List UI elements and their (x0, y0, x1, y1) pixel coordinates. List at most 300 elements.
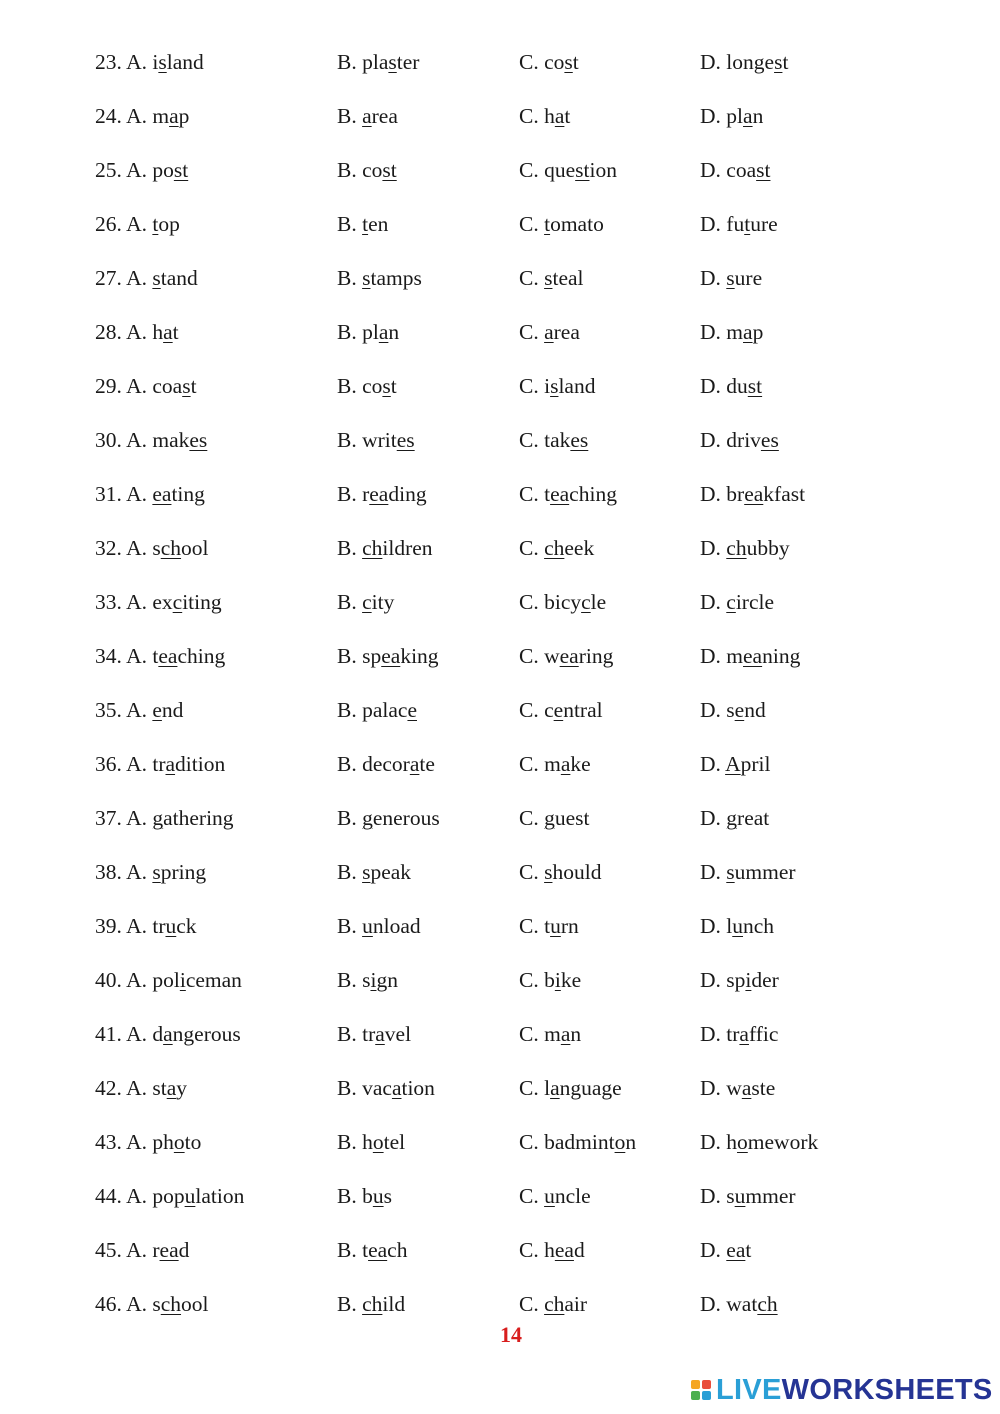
question-number: 28. (95, 320, 122, 344)
option-letter: D. (700, 698, 721, 722)
word-part: tr (152, 914, 166, 938)
option-word (544, 320, 580, 344)
option-letter: B. (337, 158, 357, 182)
option-letter: A. (126, 1292, 147, 1316)
question-number: 27. (95, 266, 122, 290)
option-letter: D. (700, 1022, 721, 1046)
underlined-sound: a (378, 320, 389, 344)
option-word (544, 212, 604, 236)
option-b (337, 372, 397, 400)
word-part: ummer (734, 860, 796, 884)
option-word (726, 266, 762, 290)
option-letter: C. (519, 644, 539, 668)
underlined-sound: s (774, 50, 783, 74)
word-part: teal (552, 266, 584, 290)
underlined-sound: es (189, 428, 208, 452)
word-part: n (388, 320, 400, 344)
word-part: pril (740, 752, 771, 776)
option-word (726, 590, 774, 614)
option-d (700, 1290, 778, 1318)
option-word (152, 1238, 189, 1262)
word-part: sp (726, 968, 746, 992)
option-letter: D. (700, 968, 721, 992)
word-part: nd (161, 698, 184, 722)
underlined-sound: ch (726, 536, 747, 560)
option-b (337, 1020, 411, 1048)
word-part: i (544, 374, 551, 398)
option-letter: D. (700, 1238, 721, 1262)
word-part: ure (734, 266, 763, 290)
option-d (700, 696, 766, 724)
word-part: s (152, 1292, 161, 1316)
option-word (362, 1130, 405, 1154)
option-letter: C. (519, 806, 539, 830)
word-part: athering (163, 806, 234, 830)
word-part: ircle (735, 590, 775, 614)
word-part: du (726, 374, 748, 398)
option-letter: A. (126, 1184, 147, 1208)
option-letter: B. (337, 1292, 357, 1316)
underlined-sound: i (745, 968, 752, 992)
word-part: tr (726, 1022, 740, 1046)
option-word (726, 1130, 818, 1154)
option-d (700, 750, 771, 778)
underlined-sound: s (550, 374, 559, 398)
option-word (362, 266, 422, 290)
question-row (0, 636, 1000, 690)
underlined-sound: ch (160, 1292, 182, 1316)
option-word (726, 212, 777, 236)
option-c (519, 534, 594, 562)
option-word (152, 104, 189, 128)
underlined-sound: st (575, 158, 590, 182)
option-c (519, 858, 601, 886)
question-row (0, 1230, 1000, 1284)
underlined-sound: o (737, 1130, 748, 1154)
word-part: co (544, 50, 565, 74)
option-c (519, 750, 591, 778)
word-part: nch (743, 914, 775, 938)
word-part: ring (578, 644, 614, 668)
option-word (726, 482, 805, 506)
question-row (0, 960, 1000, 1014)
option-letter: A. (126, 1238, 147, 1262)
word-part: gn (376, 968, 398, 992)
underlined-sound: a (409, 752, 420, 776)
word-part: n (625, 1130, 637, 1154)
option-d (700, 1074, 775, 1102)
underlined-sound: c (581, 590, 591, 614)
word-part: rea (553, 320, 580, 344)
word-part: pl (726, 104, 744, 128)
option-a (95, 264, 198, 292)
underlined-sound: s (564, 50, 573, 74)
option-d (700, 210, 778, 238)
word-part: rn (560, 914, 579, 938)
option-d (700, 102, 763, 130)
option-b (337, 966, 398, 994)
question-number: 34. (95, 644, 122, 668)
word-part: t (745, 1238, 752, 1262)
option-a (95, 480, 205, 508)
option-letter: B. (337, 1238, 357, 1262)
option-word (544, 50, 579, 74)
underlined-sound: e (407, 698, 417, 722)
option-d (700, 1236, 751, 1264)
option-letter: C. (519, 50, 539, 74)
option-letter: C. (519, 860, 539, 884)
option-letter: D. (700, 914, 721, 938)
word-part: wat (726, 1292, 758, 1316)
option-word (726, 644, 800, 668)
word-part: ncle (554, 1184, 591, 1208)
underlined-sound: a (743, 320, 753, 344)
word-part: s (726, 698, 735, 722)
underlined-sound: o (614, 1130, 626, 1154)
option-c (519, 1182, 591, 1210)
underlined-sound: ea (559, 644, 579, 668)
option-word (544, 968, 581, 992)
question-number: 39. (95, 914, 122, 938)
underlined-sound: u (372, 1184, 384, 1208)
option-letter: B. (337, 752, 357, 776)
option-b (337, 318, 399, 346)
word-part: m (152, 104, 170, 128)
word-part: vac (362, 1076, 392, 1100)
question-number: 24. (95, 104, 122, 128)
option-word (544, 590, 606, 614)
word-part: m (726, 644, 744, 668)
word-part: d (178, 1238, 190, 1262)
option-letter: B. (337, 320, 357, 344)
option-d (700, 372, 762, 400)
question-number: 45. (95, 1238, 122, 1262)
option-letter: A. (126, 482, 147, 506)
word-part: ex (152, 590, 173, 614)
word-part: ting (171, 482, 205, 506)
option-letter: C. (519, 752, 539, 776)
underlined-sound: s (362, 266, 371, 290)
question-row (0, 1068, 1000, 1122)
option-c (519, 480, 617, 508)
option-b (337, 1074, 435, 1102)
option-word (152, 644, 225, 668)
word-part: h (726, 1130, 738, 1154)
option-letter: A. (126, 50, 147, 74)
option-d (700, 480, 805, 508)
option-b (337, 1182, 392, 1210)
option-c (519, 372, 595, 400)
question-row (0, 258, 1000, 312)
word-part: nload (372, 914, 421, 938)
underlined-sound: c (726, 590, 736, 614)
option-c (519, 696, 603, 724)
word-part: pla (362, 50, 389, 74)
word-part: coa (152, 374, 183, 398)
option-letter: D. (700, 644, 721, 668)
option-letter: A. (126, 590, 147, 614)
option-word (726, 374, 762, 398)
underlined-sound: u (734, 1184, 746, 1208)
underlined-sound: A (725, 752, 741, 776)
option-word (362, 482, 427, 506)
option-c (519, 102, 570, 130)
word-part: tr (152, 752, 166, 776)
option-a (95, 48, 204, 76)
option-letter: D. (700, 806, 721, 830)
option-letter: B. (337, 1076, 357, 1100)
underlined-sound: c (172, 590, 183, 614)
word-part: ool (181, 536, 209, 560)
word-part: w (726, 1076, 742, 1100)
option-letter: D. (700, 482, 721, 506)
option-c (519, 1236, 585, 1264)
option-a (95, 426, 207, 454)
word-part: h (362, 1130, 373, 1154)
word-part: reat (737, 806, 770, 830)
option-word (362, 320, 399, 344)
underlined-sound: s (388, 50, 397, 74)
underlined-sound: g (362, 806, 373, 830)
option-c (519, 642, 613, 670)
underlined-sound: ea (152, 482, 172, 506)
underlined-sound: t (152, 212, 159, 236)
underlined-sound: a (165, 752, 176, 776)
option-letter: B. (337, 212, 357, 236)
option-letter: A. (126, 212, 147, 236)
option-d (700, 804, 769, 832)
option-word (726, 1022, 778, 1046)
question-row (0, 1122, 1000, 1176)
option-letter: C. (519, 320, 539, 344)
option-word (362, 1184, 392, 1208)
option-word (152, 590, 221, 614)
option-word (152, 1292, 208, 1316)
option-word (726, 1238, 751, 1262)
option-b (337, 102, 398, 130)
word-part: nguage (559, 1076, 622, 1100)
option-b (337, 1290, 405, 1318)
option-word (362, 374, 397, 398)
question-number: 44. (95, 1184, 122, 1208)
word-part: pop (152, 1184, 185, 1208)
option-b (337, 1128, 405, 1156)
word-part: mework (747, 1130, 819, 1154)
word-part: omato (550, 212, 604, 236)
word-part: m (726, 320, 744, 344)
option-b (337, 696, 417, 724)
option-a (95, 156, 188, 184)
underlined-sound: ch (544, 536, 565, 560)
option-word (544, 482, 617, 506)
word-part: que (544, 158, 576, 182)
option-a (95, 1290, 209, 1318)
option-letter: A. (126, 860, 147, 884)
option-c (519, 426, 588, 454)
word-part: t (564, 104, 571, 128)
option-letter: C. (519, 1292, 539, 1316)
option-word (152, 482, 205, 506)
question-row (0, 528, 1000, 582)
liveworksheets-logo-icon (691, 1378, 713, 1402)
word-part: r (362, 482, 370, 506)
option-word (362, 50, 419, 74)
option-a (95, 858, 206, 886)
underlined-sound: a (550, 1076, 560, 1100)
question-row (0, 690, 1000, 744)
word-part: ch (387, 1238, 408, 1262)
word-part: fu (726, 212, 745, 236)
word-part: t (152, 644, 159, 668)
option-word (152, 1184, 244, 1208)
word-part: eek (564, 536, 595, 560)
option-c (519, 1290, 587, 1318)
option-letter: D. (700, 1184, 721, 1208)
option-word (544, 1238, 585, 1262)
option-letter: B. (337, 644, 357, 668)
option-b (337, 642, 439, 670)
word-part: t (190, 374, 197, 398)
option-word (362, 806, 440, 830)
word-part: ck (176, 914, 197, 938)
underlined-sound: g (152, 806, 164, 830)
option-letter: A. (126, 266, 147, 290)
question-number: 26. (95, 212, 122, 236)
word-part: c (544, 698, 554, 722)
underlined-sound: es (760, 428, 779, 452)
option-letter: A. (126, 1022, 147, 1046)
question-row (0, 420, 1000, 474)
question-row (0, 906, 1000, 960)
underlined-sound: ch (544, 1292, 565, 1316)
underlined-sound: ch (160, 536, 182, 560)
word-part: st (152, 1076, 167, 1100)
question-row (0, 1014, 1000, 1068)
word-part: ke (570, 752, 591, 776)
option-word (362, 1022, 411, 1046)
word-part: ool (181, 1292, 209, 1316)
option-c (519, 48, 579, 76)
word-part: tr (362, 1022, 376, 1046)
underlined-sound: a (741, 1076, 752, 1100)
option-b (337, 480, 427, 508)
option-letter: D. (700, 752, 721, 776)
option-c (519, 1020, 581, 1048)
option-word (544, 644, 613, 668)
underlined-sound: es (396, 428, 415, 452)
option-letter: A. (126, 158, 147, 182)
option-letter: D. (700, 536, 721, 560)
underlined-sound: ea (368, 1238, 388, 1262)
option-word (152, 914, 196, 938)
option-letter: B. (337, 104, 357, 128)
word-part: m (544, 752, 561, 776)
word-part: tion (401, 1076, 435, 1100)
option-letter: B. (337, 1130, 357, 1154)
option-d (700, 534, 790, 562)
option-letter: C. (519, 482, 539, 506)
option-word (544, 374, 595, 398)
word-part: pol (152, 968, 180, 992)
question-number: 31. (95, 482, 122, 506)
logo-square (702, 1391, 711, 1400)
word-part: writ (362, 428, 397, 452)
underlined-sound: s (726, 266, 735, 290)
option-letter: B. (337, 374, 357, 398)
question-number: 40. (95, 968, 122, 992)
word-part: h (152, 320, 164, 344)
option-letter: B. (337, 806, 357, 830)
underlined-sound: a (362, 104, 372, 128)
word-part: i (152, 50, 159, 74)
option-a (95, 210, 180, 238)
word-part: m (544, 1022, 561, 1046)
underlined-sound: s (182, 374, 191, 398)
word-part: ching (569, 482, 617, 506)
page-number: 14 (500, 1322, 522, 1347)
option-letter: D. (700, 212, 721, 236)
option-b (337, 912, 421, 940)
option-word (544, 1130, 636, 1154)
word-part: ding (388, 482, 427, 506)
word-part: tak (544, 428, 571, 452)
word-part: ste (751, 1076, 776, 1100)
option-word (726, 914, 774, 938)
question-row (0, 150, 1000, 204)
option-a (95, 534, 209, 562)
option-word (544, 428, 588, 452)
underlined-sound: g (726, 806, 738, 830)
option-letter: B. (337, 590, 357, 614)
underlined-sound: g (544, 806, 555, 830)
question-row (0, 798, 1000, 852)
option-word (152, 320, 178, 344)
option-c (519, 1128, 636, 1156)
option-letter: A. (126, 698, 147, 722)
option-word (152, 158, 188, 182)
underlined-sound: ea (554, 1238, 574, 1262)
option-letter: C. (519, 536, 539, 560)
option-letter: B. (337, 428, 357, 452)
word-part: ubby (746, 536, 790, 560)
brand-worksheets: WORKSHEETS (781, 1374, 993, 1406)
word-part: d (573, 1238, 585, 1262)
brand-live: LIVE (716, 1374, 782, 1406)
underlined-sound: ea (726, 1238, 746, 1262)
word-part: tamps (370, 266, 422, 290)
underlined-sound: i (179, 968, 186, 992)
option-b (337, 750, 435, 778)
word-part: s (383, 1184, 392, 1208)
question-row (0, 42, 1000, 96)
logo-square (691, 1380, 700, 1389)
option-word (726, 50, 788, 74)
option-letter: B. (337, 698, 357, 722)
word-part: b (544, 968, 555, 992)
word-part: hould (552, 860, 602, 884)
word-part: kfast (763, 482, 806, 506)
option-a (95, 642, 225, 670)
option-word (544, 1292, 587, 1316)
option-letter: D. (700, 50, 721, 74)
underlined-sound: t (744, 212, 751, 236)
underlined-sound: a (739, 1022, 749, 1046)
underlined-sound: a (163, 320, 173, 344)
underlined-sound: u (165, 914, 177, 938)
option-word (152, 752, 225, 776)
word-part: air (564, 1292, 588, 1316)
word-part: ph (152, 1130, 174, 1154)
